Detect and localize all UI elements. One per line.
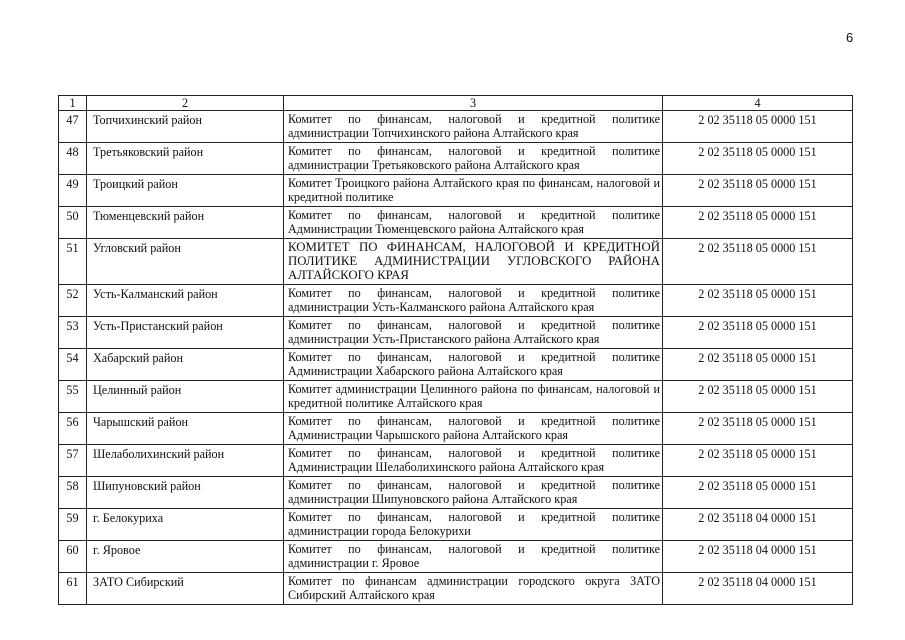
budget-code-cell: 2 02 35118 04 0000 151 (663, 541, 853, 573)
district-name-cell: Троицкий район (87, 175, 284, 207)
organization-name-cell: Комитет по финансам, налоговой и кредитной политике администрации города Белокурихи (284, 509, 663, 541)
header-col-4: 4 (663, 96, 853, 111)
budget-code-cell: 2 02 35118 05 0000 151 (663, 207, 853, 239)
page-number: 6 (846, 30, 854, 45)
table-row (59, 111, 853, 143)
table-row (59, 573, 853, 605)
row-number-cell: 57 (59, 445, 87, 477)
table-row (59, 445, 853, 477)
district-name-cell: ЗАТО Сибирский (87, 573, 284, 605)
budget-code-cell: 2 02 35118 05 0000 151 (663, 285, 853, 317)
table-row (59, 207, 853, 239)
budget-code-cell: 2 02 35118 05 0000 151 (663, 349, 853, 381)
header-col-2: 2 (87, 96, 284, 111)
budget-code-cell: 2 02 35118 05 0000 151 (663, 111, 853, 143)
district-name-cell: г. Белокуриха (87, 509, 284, 541)
district-name-cell: Усть-Пристанский район (87, 317, 284, 349)
budget-code-cell: 2 02 35118 05 0000 151 (663, 445, 853, 477)
table-header-row (59, 96, 853, 111)
district-name-cell: г. Яровое (87, 541, 284, 573)
organization-name-cell: Комитет по финансам, налоговой и кредитной политике администрации г. Яровое (284, 541, 663, 573)
organization-name-cell: Комитет по финансам, налоговой и кредитной политике администрации Усть-Пристанского района Алтайского края (284, 317, 663, 349)
budget-code-cell: 2 02 35118 05 0000 151 (663, 413, 853, 445)
row-number-cell: 49 (59, 175, 87, 207)
budget-code-cell: 2 02 35118 05 0000 151 (663, 239, 853, 285)
district-name-cell: Тюменцевский район (87, 207, 284, 239)
table-row (59, 477, 853, 509)
district-name-cell: Усть-Калманский район (87, 285, 284, 317)
table-row (59, 509, 853, 541)
district-name-cell: Шелаболихинский район (87, 445, 284, 477)
table-body (59, 111, 853, 605)
budget-code-cell: 2 02 35118 04 0000 151 (663, 509, 853, 541)
district-name-cell: Целинный район (87, 381, 284, 413)
district-name-cell: Угловский район (87, 239, 284, 285)
budget-code-cell: 2 02 35118 05 0000 151 (663, 381, 853, 413)
table-row (59, 239, 853, 285)
budget-code-table (58, 95, 853, 605)
district-name-cell: Шипуновский район (87, 477, 284, 509)
organization-name-cell: Комитет по финансам, налоговой и кредитной политике Администрации Шелаболихинского района Алтайского края (284, 445, 663, 477)
row-number-cell: 58 (59, 477, 87, 509)
row-number-cell: 51 (59, 239, 87, 285)
budget-code-cell: 2 02 35118 04 0000 151 (663, 573, 853, 605)
organization-name-cell: Комитет по финансам, налоговой и кредитной политике администрации Усть-Калманского района Алтайского края (284, 285, 663, 317)
row-number-cell: 47 (59, 111, 87, 143)
organization-name-cell: Комитет по финансам, налоговой и кредитной политике Администрации Хабарского района Алтайского края (284, 349, 663, 381)
table-row (59, 285, 853, 317)
table-row (59, 317, 853, 349)
budget-code-cell: 2 02 35118 05 0000 151 (663, 175, 853, 207)
header-col-3: 3 (284, 96, 663, 111)
district-name-cell: Топчихинский район (87, 111, 284, 143)
row-number-cell: 50 (59, 207, 87, 239)
header-col-1: 1 (59, 96, 87, 111)
budget-code-cell: 2 02 35118 05 0000 151 (663, 317, 853, 349)
organization-name-cell: Комитет Троицкого района Алтайского края по финансам, налоговой и кредитной политике (284, 175, 663, 207)
row-number-cell: 59 (59, 509, 87, 541)
row-number-cell: 56 (59, 413, 87, 445)
row-number-cell: 60 (59, 541, 87, 573)
organization-name-cell: Комитет по финансам, налоговой и кредитной политике Администрации Чарышского района Алтайского края (284, 413, 663, 445)
budget-code-cell: 2 02 35118 05 0000 151 (663, 143, 853, 175)
row-number-cell: 55 (59, 381, 87, 413)
district-name-cell: Третьяковский район (87, 143, 284, 175)
district-name-cell: Чарышский район (87, 413, 284, 445)
table-row (59, 381, 853, 413)
organization-name-cell: Комитет по финансам, налоговой и кредитной политике Администрации Тюменцевского района Алтайского края (284, 207, 663, 239)
table-row (59, 143, 853, 175)
budget-code-cell: 2 02 35118 05 0000 151 (663, 477, 853, 509)
table-row (59, 541, 853, 573)
organization-name-cell: КОМИТЕТ ПО ФИНАНСАМ, НАЛОГОВОЙ И КРЕДИТНОЙ ПОЛИТИКЕ АДМИНИСТРАЦИИ УГЛОВСКОГО РАЙОНА АЛТАЙСКОГО КРАЯ (284, 239, 663, 285)
district-name-cell: Хабарский район (87, 349, 284, 381)
row-number-cell: 53 (59, 317, 87, 349)
organization-name-cell: Комитет по финансам, налоговой и кредитной политике администрации Топчихинского района Алтайского края (284, 111, 663, 143)
organization-name-cell: Комитет по финансам, налоговой и кредитной политике администрации Шипуновского района Алтайского края (284, 477, 663, 509)
table-row (59, 349, 853, 381)
row-number-cell: 61 (59, 573, 87, 605)
row-number-cell: 54 (59, 349, 87, 381)
row-number-cell: 52 (59, 285, 87, 317)
table-row (59, 413, 853, 445)
organization-name-cell: Комитет по финансам, налоговой и кредитной политике администрации Третьяковского района Алтайского края (284, 143, 663, 175)
row-number-cell: 48 (59, 143, 87, 175)
organization-name-cell: Комитет администрации Целинного района по финансам, налоговой и кредитной политике Алтайского края (284, 381, 663, 413)
organization-name-cell: Комитет по финансам администрации городского округа ЗАТО Сибирский Алтайского края (284, 573, 663, 605)
table-row (59, 175, 853, 207)
